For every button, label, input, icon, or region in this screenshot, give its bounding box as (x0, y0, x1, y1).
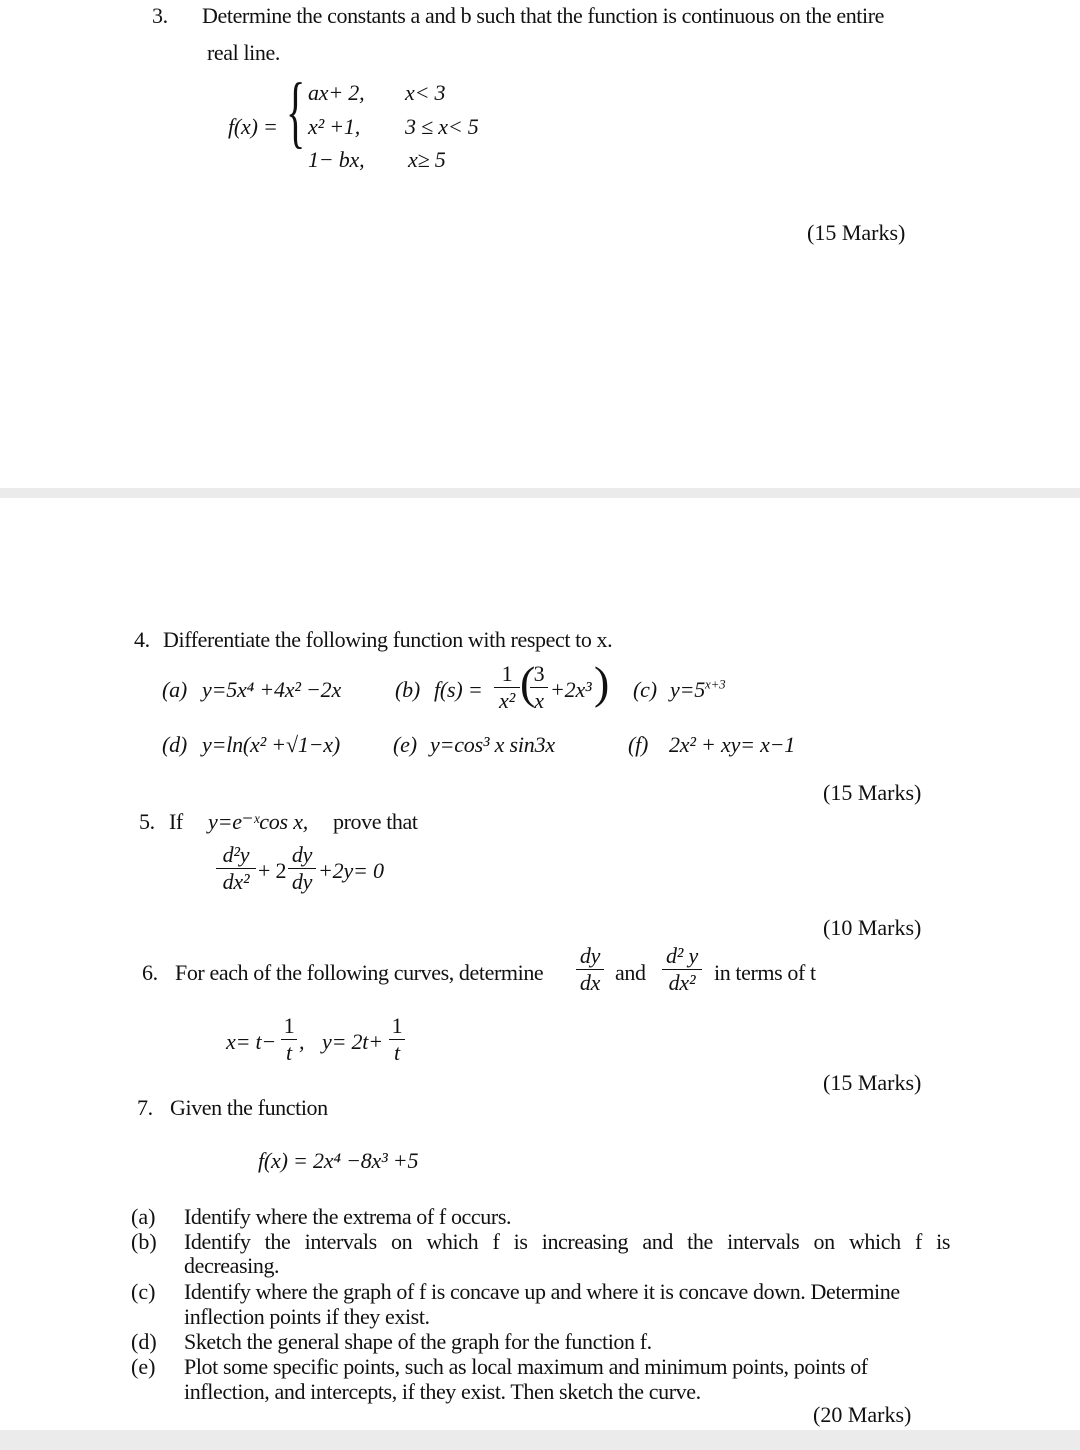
q7-item-b-text-cont: decreasing. (184, 1253, 280, 1278)
question-3-number: 3. (152, 3, 168, 28)
question-6-text: For each of the following curves, determine (175, 960, 544, 985)
eq-tail: +2y= 0 (318, 858, 384, 883)
question-7-marks: (20 Marks) (813, 1402, 912, 1427)
q7-item-c-text-cont: inflection points if they exist. (184, 1304, 430, 1329)
question-4-number: 4. (134, 627, 150, 652)
q7-item-b-label: (b) (131, 1229, 157, 1254)
x-param-lhs: x= t− (226, 1029, 277, 1054)
part-d-label: (d) (162, 732, 188, 757)
part-b-fraction-2: 3 x (530, 662, 548, 713)
question-3-marks: (15 Marks) (807, 220, 906, 245)
q7-item-a-text: Identify where the extrema of f occurs. (184, 1204, 512, 1229)
case-1-expr: ax+ 2, (308, 80, 365, 105)
part-b-lhs: f(s) = (434, 677, 483, 702)
q7-item-e-text: Plot some specific points, such as local maximum and minimum points, points of (184, 1354, 868, 1379)
q7-item-a-label: (a) (131, 1204, 156, 1229)
q7-item-c-label: (c) (131, 1279, 156, 1304)
dy-dx-fraction: dy dx (576, 944, 604, 995)
question-7-function: f(x) = 2x⁴ −8x³ +5 (258, 1148, 419, 1173)
question-6-tail: in terms of t (714, 960, 816, 985)
q7-item-e-label: (e) (131, 1354, 156, 1379)
case-3-cond: x≥ 5 (408, 147, 446, 172)
question-4-text: Differentiate the following function with respect to x. (163, 627, 613, 652)
question-5-marks: (10 Marks) (823, 915, 922, 940)
d2y-dx2-fraction: d²y dx² (216, 843, 256, 894)
question-4-marks: (15 Marks) (823, 780, 922, 805)
question-6-marks: (15 Marks) (823, 1070, 922, 1095)
page-bottom-separator (0, 1430, 1080, 1450)
piecewise-brace: { (286, 68, 306, 156)
question-6-and: and (615, 960, 646, 985)
case-2-cond: 3 ≤ x< 5 (405, 114, 479, 139)
part-b-open-paren: ( (520, 657, 536, 708)
q7-item-e-text-cont: inflection, and intercepts, if they exist. Then sketch the curve. (184, 1379, 701, 1404)
part-a-label: (a) (162, 677, 188, 702)
y-param-fraction: 1 t (389, 1014, 405, 1065)
part-b-fraction-1: 1 x² (494, 662, 520, 713)
question-6-number: 6. (142, 960, 158, 985)
part-e-expr: y=cos³ x sin3x (430, 732, 555, 757)
case-3-expr: 1− bx, (308, 147, 365, 172)
part-b-tail: +2x³ (550, 677, 592, 702)
part-a-expr: y=5x⁴ +4x² −2x (202, 677, 342, 702)
case-1-cond: x< 3 (405, 80, 446, 105)
part-f-expr: 2x² + xy= x−1 (669, 732, 796, 757)
param-comma: , (299, 1029, 305, 1054)
part-b-close-paren: ) (594, 657, 610, 708)
page-1 (0, 0, 1080, 488)
question-3-text-cont: real line. (207, 40, 280, 65)
question-3-text: Determine the constants a and b such that the function is continuous on the entire (202, 3, 885, 28)
eq-mid: + 2 (258, 858, 287, 883)
y-param-lhs: y= 2t+ (322, 1029, 383, 1054)
question-5-prove: prove that (333, 809, 418, 834)
d2y-dx2-fraction-q6: d² y dx² (662, 944, 702, 995)
q7-item-d-label: (d) (131, 1329, 157, 1354)
x-param-fraction: 1 t (281, 1014, 297, 1065)
part-c-expr: $y=5^{x+3}$ (670, 676, 726, 702)
question-7-number: 7. (137, 1095, 153, 1120)
dy-dy-fraction: dy dy (288, 843, 316, 894)
question-5-expr: y=e⁻ˣcos x, (208, 809, 309, 834)
part-e-label: (e) (393, 732, 417, 757)
q7-item-d-text: Sketch the general shape of the graph for the function f. (184, 1329, 652, 1354)
page-separator (0, 488, 1080, 498)
function-label: f(x) = (228, 114, 278, 139)
question-5-number: 5. (139, 809, 155, 834)
q7-item-c-text: Identify where the graph of f is concave up and where it is concave down. Determine (184, 1279, 900, 1304)
q7-item-b-text: Identify the intervals on which f is increasing and the intervals on which f is (184, 1229, 950, 1254)
question-5-if: If (169, 809, 183, 834)
part-f-label: (f) (628, 732, 649, 757)
case-2-expr: x² +1, (308, 114, 361, 139)
part-b-label: (b) (395, 677, 421, 702)
part-d-expr: y=ln(x² +√1−x) (202, 732, 340, 757)
part-c-label: (c) (633, 677, 657, 702)
question-7-text: Given the function (170, 1095, 328, 1120)
